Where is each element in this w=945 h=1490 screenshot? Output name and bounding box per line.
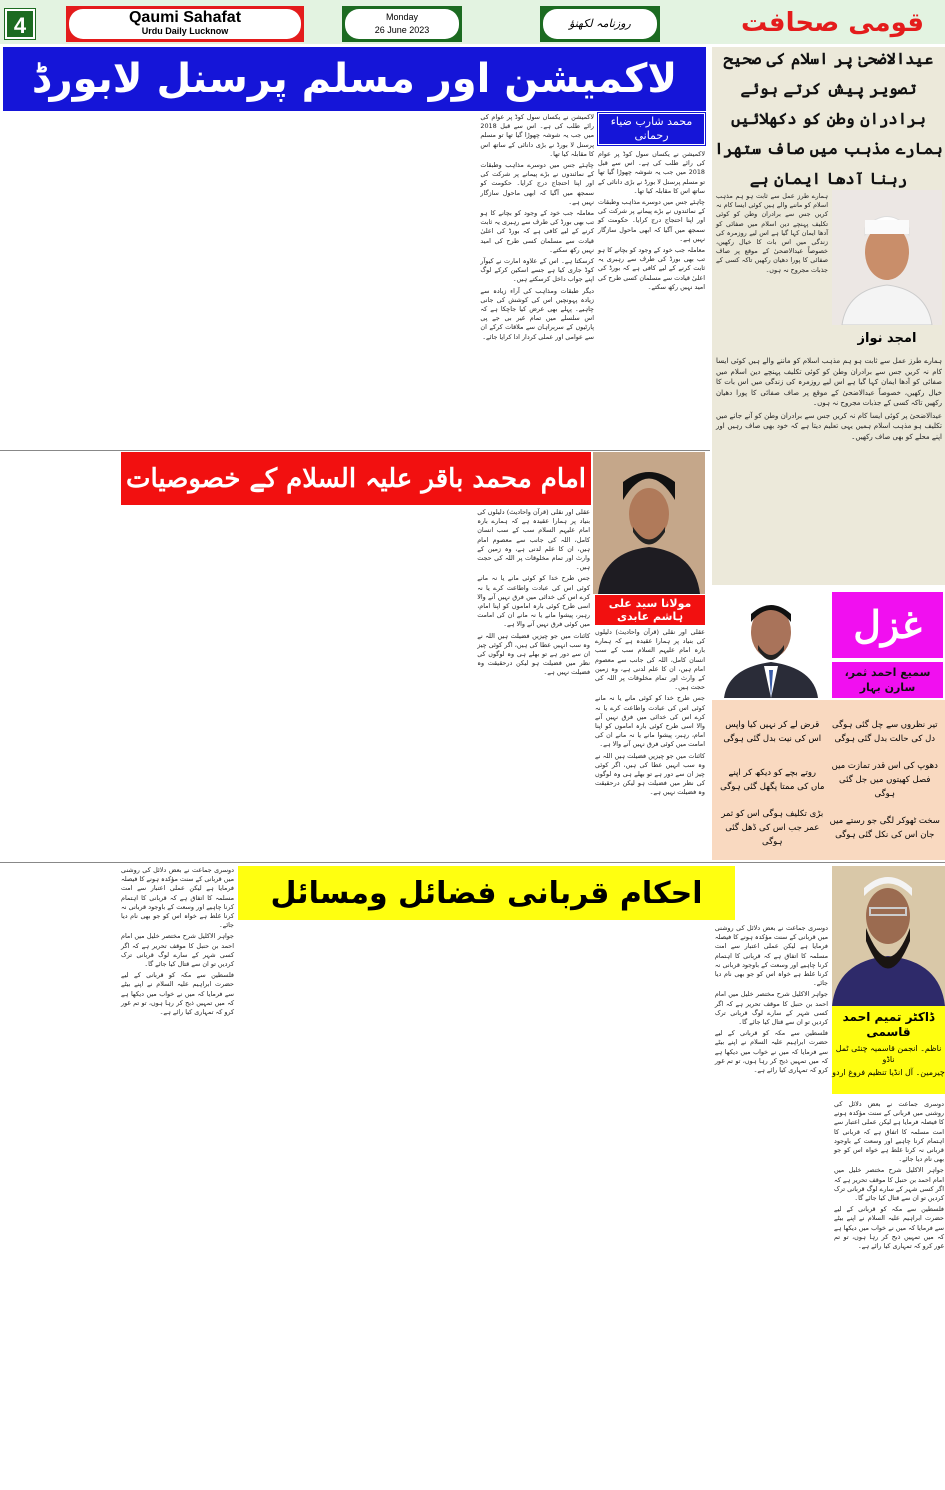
body-paragraph: کائنات میں جو چیزیں فضیلت ہیں اللہ نے وہ سب انہیں عطا کی ہیں، اگر کوئی چیز ان سے دور ہے تو بھلے ہی وہ لوگوں کی نظر میں فضیلت ہو لیکن درحقیقت وہ فضیلت نہیں ہے۔ bbox=[477, 631, 590, 677]
side-article-author: امجد نواز bbox=[857, 331, 917, 346]
roznama-box bbox=[540, 6, 660, 42]
ghazal-couplet bbox=[829, 814, 942, 842]
couplet-line: دھوپ کی اس قدر تمازت میں bbox=[831, 761, 938, 771]
ghazal-poet: سمیع احمد ثمر، سارن بہار bbox=[830, 660, 945, 700]
body-paragraph: فلسطین سے مکہ کو قربانی کے لیے حضرت ابراہیم علیہ السلام نے اپنے بیٹے سے فرمایا کہ میں نے خواب میں دیکھا ہے کہ میں تمہیں ذبح کر رہا ہوں، تو تم غور کرو کہ تمہاری کیا رائے ہے۔ bbox=[714, 1029, 828, 1075]
couplet-line: تیر نظروں سے چل گئی ہوگی bbox=[832, 720, 938, 730]
newspaper-name: Qaumi Sahafat bbox=[128, 9, 242, 26]
page-number: 4 bbox=[5, 9, 35, 39]
article1-headline: لاکمیشن اور مسلم پرسنل لابورڈ bbox=[3, 47, 706, 111]
body-paragraph: معاملہ جب خود کے وجود کو بچانے کا ہو تب بھی بورڈ کی طرف سے رہبری یہ ثابت کرنے کے لیے کافی ہے کہ بورڈ کی اعلیٰ قیادت سے مسلمان کسی طرح کی امید نہیں رکھ سکتے۔ bbox=[480, 209, 594, 254]
body-paragraph: فلسطین سے مکہ کو قربانی کے لیے حضرت ابراہیم علیہ السلام نے اپنے بیٹے سے فرمایا کہ میں نے خواب میں دیکھا ہے کہ میں تمہیں ذبح کر رہا ہوں، تو تم غور کرو کہ تمہاری کیا رائے ہے۔ bbox=[121, 971, 234, 1017]
couplet-line: ماں کی ممتا پگھل گئی ہوگی bbox=[720, 782, 825, 792]
article3-body-right bbox=[834, 1100, 944, 1486]
body-paragraph: جس طرح خدا کو کوئی مانے یا نہ مانے کوئی اس کی عبادت واطاعت کرے یا نہ کرے اس کی خدائی میں فرق نہیں آنے والا اسی طرح کوئی بارہ اماموں کو اپنا امام، رہبر، پیشوا مانے یا نہ مانے ان کی امامت میں کوئی فرق نہیں آنے والا ہے۔ bbox=[477, 574, 590, 629]
article1-body bbox=[2, 113, 594, 449]
couplet-line: دل کی حالت بدل گئی ہوگی bbox=[834, 734, 936, 744]
urdu-logo: قومی صحافت bbox=[741, 8, 924, 38]
poet-photo bbox=[716, 590, 826, 698]
divider bbox=[0, 862, 945, 863]
article2-body bbox=[2, 508, 590, 860]
side-article-headline: عیدالاضحیٰ پر اسلام کی صحیح تصویر پیش کرتے ہوئے برادران وطن کو دکھلائیں ہمارے مذہب میں صاف ستھرا رہنا آدھا ایمان ہے bbox=[714, 49, 943, 188]
body-paragraph: کرسکتا ہے۔ اس کے علاوہ امارت نے کیوآر کوڈ جاری کیا ہے جسے اسکین کرکے لوگ اپنے جواب داخل کرسکتے ہیں۔ bbox=[480, 257, 594, 284]
ghazal-title: غزل bbox=[830, 590, 945, 660]
article3-body-left bbox=[2, 866, 234, 1486]
ghazal-couplet bbox=[716, 766, 829, 794]
issue-day: Monday bbox=[385, 12, 419, 22]
body-paragraph: فلسطین سے مکہ کو قربانی کے لیے حضرت ابراہیم علیہ السلام نے اپنے بیٹے سے فرمایا کہ میں نے خواب میں دیکھا ہے کہ میں تمہیں ذبح کر رہا ہوں، تو تم غور کرو کہ تمہاری کیا رائے ہے۔ bbox=[834, 1205, 944, 1251]
couplet-line: فصل کھیتوں میں جل گئی ہوگی bbox=[839, 775, 931, 799]
article1-body-col1 bbox=[598, 150, 705, 448]
author-photo bbox=[832, 866, 945, 1006]
body-paragraph: جس طرح خدا کو کوئی مانے یا نہ مانے کوئی اس کی عبادت واطاعت کرے یا نہ کرے اس کی خدائی میں فرق نہیں آنے والا اسی طرح کوئی بارہ اماموں کو اپنا امام، رہبر، پیشوا مانے یا نہ مانے ان کی امامت میں کوئی فرق نہیں آنے والا ہے۔ bbox=[595, 694, 705, 749]
couplet-line: سخت ٹھوکر لگی جو رستے میں bbox=[829, 816, 940, 826]
body-paragraph: کائنات میں جو چیزیں فضیلت ہیں اللہ نے وہ سب انہیں عطا کی ہیں، اگر کوئی چیز ان سے دور ہے تو بھلے ہی وہ لوگوں کی نظر میں فضیلت ہو لیکن درحقیقت وہ فضیلت نہیں ہے۔ bbox=[595, 751, 705, 797]
article2-headline: امام محمد باقر علیہ السلام کے خصوصیات bbox=[121, 452, 591, 505]
body-paragraph: دوسری جماعت نے بعض دلائل کی روشنی میں قربانی کے سنت مؤکدہ ہونے کا فیصلہ فرمایا ہے لیکن عملی اعتبار سے امت مسلمہ کا اتفاق ہے کہ قربانی کا اہتمام کرنا چاہیے اور وسعت کے باوجود قربانی نہ کرنا غلط ہے خواہ اس کو جو بھی نام دیا جائے۔ bbox=[120, 866, 234, 930]
body-paragraph: دوسری جماعت نے بعض دلائل کی روشنی میں قربانی کے سنت مؤکدہ ہونے کا فیصلہ فرمایا ہے لیکن عملی اعتبار سے امت مسلمہ کا اتفاق ہے کہ قربانی کا اہتمام کرنا چاہیے اور وسعت کے باوجود قربانی نہ کرنا غلط ہے خواہ اس کو جو بھی نام دیا جائے۔ bbox=[714, 924, 828, 988]
body-paragraph: لاکمیشن نے یکساں سول کوڈ پر عوام کی رائے طلب کی ہے۔ اس سے قبل 2018 میں جب یہ شوشہ چھوڑا گیا تھا تو مسلم پرسنل لا بورڈ نے بڑی دانائی کے ساتھ اس کا مقابلہ کیا تھا۔ bbox=[598, 150, 705, 195]
body-paragraph: ہمارے طرز عمل سے ثابت ہو ہم مذہب اسلام کو ماننے والے ہیں کوئی ایسا کام نہ کریں جس سے برادران وطن کو کوئی تکلیف پہنچے دین اسلام میں صفائی کو آدھا ایمان کہا گیا ہے اس لیے روزمرہ کی زندگی میں اس بات کا خیال رکھیں، خصوصاً عیدالاضحیٰ کے موقع پر صاف صفائی کا پورا دھیان رکھیں تاکہ کسی کے جذبات مجروح نہ ہوں۔ bbox=[716, 192, 828, 274]
author-photo bbox=[832, 190, 942, 325]
article3-body bbox=[238, 924, 828, 1486]
article3-author-title: چیرمین۔ آل انڈیا تنظیم فروغ اردو bbox=[832, 1068, 945, 1077]
side-article-body-top bbox=[716, 192, 828, 348]
roznama-label: روزنامہ لکھنؤ bbox=[543, 9, 657, 39]
article3-author-title: ناظم۔ انجمن قاسمیہ چنئی ٹمل ناڈو bbox=[835, 1044, 942, 1064]
article3-headline: احکام قربانی فضائل ومسائل bbox=[238, 866, 735, 920]
ghazal-couplet bbox=[829, 759, 942, 801]
body-paragraph: عقلی اور نقلی (قرآن واحادیث) دلیلوں کی بنیاد پر ہمارا عقیدہ ہے کہ ہمارے بارہ امام علیہم السلام سب کے سب انسان کامل، اللہ کی جانب سے معصوم امام ہیں، ان کا علم لدنی ہے، وہ زمین کے وارث اور تمام مخلوقات پر اللہ کی حجت ہیں۔ bbox=[477, 508, 590, 572]
couplet-line: جان اس کی نکل گئی ہوگی bbox=[835, 830, 935, 840]
article2-body-col1 bbox=[595, 628, 705, 858]
body-paragraph: جواہر الاکلیل شرح مختصر خلیل میں امام احمد بن حنبل کا موقف تحریر ہے کہ اگر کسی شہر کے سارے لوگ قربانی ترک کردیں تو ان سے قتال کیا جائے گا۔ bbox=[121, 932, 234, 969]
newspaper-tagline: Urdu Daily Lucknow bbox=[141, 26, 229, 36]
couplet-line: قرض لے کر نہیں کیا واپس bbox=[725, 720, 820, 730]
couplet-line: اس کی نیت بدل گئی ہوگی bbox=[723, 734, 822, 744]
body-paragraph: ہمارے طرز عمل سے ثابت ہو ہم مذہب اسلام کو ماننے والے ہیں کوئی ایسا کام نہ کریں جس سے برادران وطن کو کوئی تکلیف پہنچے دین اسلام میں صفائی کو آدھا ایمان کہا گیا ہے اس لیے روزمرہ کی زندگی میں اس بات کا خیال رکھیں، خصوصاً عیدالاضحیٰ کے موقع پر صاف صفائی کا پورا دھیان رکھیں تاکہ کسی کے جذبات مجروح نہ ہوں۔ bbox=[716, 357, 942, 407]
body-paragraph: چاہئے جس میں دوسرے مذاہب وطبقات کے نمائندوں نے بڑے پیمانے پر شرکت کی اور اپنا احتجاج درج کرایا۔ حکومت کو سمجھ میں آگیا کہ ابھی ماحول سازگار نہیں ہے۔ bbox=[480, 161, 594, 206]
date-box bbox=[342, 6, 462, 42]
issue-date: 26 June 2023 bbox=[374, 25, 430, 35]
article1-byline: محمد شارب ضیاء رحمانی bbox=[598, 113, 705, 145]
body-paragraph: جواہر الاکلیل شرح مختصر خلیل میں امام احمد بن حنبل کا موقف تحریر ہے کہ اگر کسی شہر کے سارے لوگ قربانی ترک کردیں تو ان سے قتال کیا جائے گا۔ bbox=[834, 1166, 944, 1203]
ghazal-couplet bbox=[716, 807, 829, 849]
newspaper-name-box bbox=[66, 6, 304, 42]
body-paragraph: لاکمیشن نے یکساں سول کوڈ پر عوام کی رائے طلب کی ہے۔ اس سے قبل 2018 میں جب یہ شوشہ چھوڑا گیا تھا تو مسلم پرسنل لا بورڈ نے بڑی دانائی کے ساتھ اس کا مقابلہ کیا تھا۔ bbox=[480, 113, 594, 158]
couplet-line: عمر جب اس کی ڈھل گئی ہوگی bbox=[725, 823, 820, 847]
author-photo bbox=[593, 452, 705, 594]
article3-author-name: ڈاکٹر تمیم احمد قاسمی bbox=[842, 1010, 935, 1039]
body-paragraph: دوسری جماعت نے بعض دلائل کی روشنی میں قربانی کے سنت مؤکدہ ہونے کا فیصلہ فرمایا ہے لیکن عملی اعتبار سے امت مسلمہ کا اتفاق ہے کہ قربانی کا اہتمام کرنا چاہیے اور وسعت کے باوجود قربانی نہ کرنا غلط ہے خواہ اس کو جو بھی نام دیا جائے۔ bbox=[834, 1100, 944, 1164]
body-paragraph: دیگر طبقات ومذاہب کی آراء زیادہ سے زیادہ پہونچیں اس کی کوشش کی جانی چاہیے۔ پہلے بھی عرض کیا جاچکا ہے کہ اس سلسلے میں تمام غیر بی جے پی پارٹیوں کے سربراہان سے ملاقات کرکے ان سے عوامی اور عملی کردار ادا کرایا جائے۔ bbox=[480, 286, 594, 341]
couplet-line: روتے بچے کو دیکھ کر اپنے bbox=[728, 768, 817, 778]
ghazal-couplet bbox=[716, 718, 829, 746]
body-paragraph: عیدالاضحیٰ پر کوئی ایسا کام نہ کریں جس سے برادران وطن کو آنے جانے میں تکلیف ہو مذہب اسلام ہمیں یہی تعلیم دیتا ہے کہ خود بھی صاف رہیں اور اپنے محلے کو بھی صاف رکھیں۔ bbox=[716, 411, 942, 441]
divider bbox=[0, 450, 710, 451]
ghazal-couplet bbox=[829, 718, 942, 746]
ghazal-poem bbox=[712, 700, 945, 860]
body-paragraph: معاملہ جب خود کے وجود کو بچانے کا ہو تب بھی بورڈ کی طرف سے رہبری یہ ثابت کرنے کے لیے کافی ہے کہ بورڈ کی اعلیٰ قیادت سے مسلمان کسی طرح کی امید نہیں رکھ سکتے۔ bbox=[598, 246, 705, 291]
body-paragraph: جواہر الاکلیل شرح مختصر خلیل میں امام احمد بن حنبل کا موقف تحریر ہے کہ اگر کسی شہر کے سارے لوگ قربانی ترک کردیں تو ان سے قتال کیا جائے گا۔ bbox=[714, 990, 828, 1027]
author-caption bbox=[832, 1006, 945, 1094]
body-paragraph: چاہئے جس میں دوسرے مذاہب وطبقات کے نمائندوں نے بڑے پیمانے پر شرکت کی اور اپنا احتجاج درج کرایا۔ حکومت کو سمجھ میں آگیا کہ ابھی ماحول سازگار نہیں ہے۔ bbox=[598, 198, 705, 243]
side-article-body bbox=[716, 356, 942, 582]
couplet-line: بڑی تکلیف ہوگی اس کو ثمر bbox=[721, 809, 824, 819]
article2-byline: مولانا سید علی ہاشم عابدی bbox=[595, 595, 705, 625]
body-paragraph: عقلی اور نقلی (قرآن واحادیث) دلیلوں کی بنیاد پر ہمارا عقیدہ ہے کہ ہمارے بارہ امام علیہم السلام سب کے سب انسان کامل، اللہ کی جانب سے معصوم امام ہیں، ان کا علم لدنی ہے، وہ زمین کے وارث اور تمام مخلوقات پر اللہ کی حجت ہیں۔ bbox=[595, 628, 705, 692]
